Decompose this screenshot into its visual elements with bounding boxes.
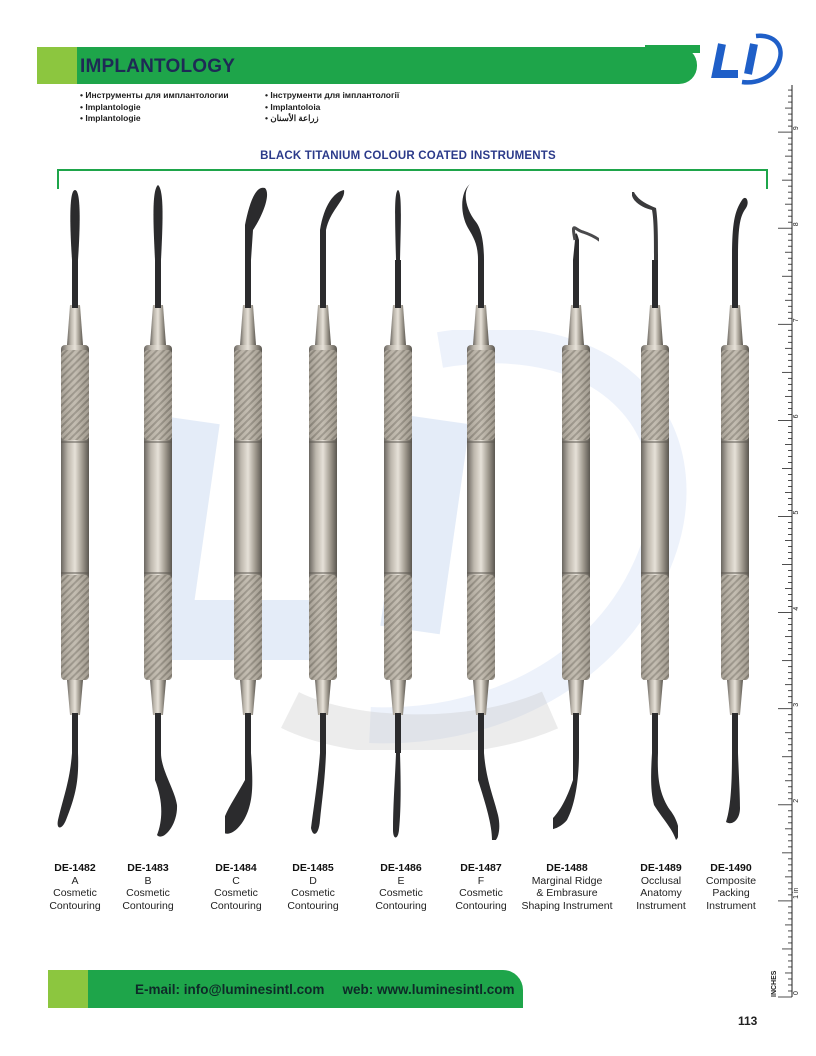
item-desc-3: Contouring xyxy=(49,899,101,912)
item-code: DE-1490 xyxy=(710,862,752,874)
ruler-tick-label: 5 xyxy=(793,510,800,515)
page-number: 113 xyxy=(738,1014,758,1028)
footer-web-link[interactable]: web: www.luminesintl.com xyxy=(342,982,515,997)
instrument-de-1486 xyxy=(375,180,421,840)
item-desc-3: Contouring xyxy=(210,899,262,912)
instrument-de-1484 xyxy=(225,180,271,840)
ruler-tick-label: 7 xyxy=(793,318,800,323)
item-code: DE-1483 xyxy=(127,862,169,874)
item-desc-3: Contouring xyxy=(375,899,427,912)
item-desc-1: F xyxy=(477,874,485,887)
instrument-de-1487 xyxy=(458,180,504,840)
item-desc-1: D xyxy=(309,874,317,887)
item-desc-2: Cosmetic xyxy=(379,887,423,899)
item-code: DE-1482 xyxy=(54,862,96,874)
ruler-tick-label: 3 xyxy=(793,702,800,707)
inch-ruler xyxy=(770,85,800,1005)
item-code: DE-1485 xyxy=(292,862,334,874)
item-desc-3: Contouring xyxy=(287,899,339,912)
item-code: DE-1489 xyxy=(640,862,682,874)
item-desc-3: Instrument xyxy=(636,899,686,912)
item-desc-2: Cosmetic xyxy=(291,887,335,899)
section-title: BLACK TITANIUM COLOUR COATED INSTRUMENTS xyxy=(260,150,556,162)
item-code: DE-1486 xyxy=(380,862,422,874)
item-desc-3: Instrument xyxy=(706,899,756,912)
instrument-de-1483 xyxy=(135,180,181,840)
translation-russian: • Инструменты для имплантологии xyxy=(80,90,229,102)
header-accent-block xyxy=(37,47,77,84)
item-desc-2: Cosmetic xyxy=(126,887,170,899)
ruler-unit-label: INCHES xyxy=(771,970,778,997)
item-desc-1: A xyxy=(71,874,79,887)
item-desc-1: E xyxy=(397,874,405,887)
ruler-ticks xyxy=(778,90,800,997)
instrument-de-1490 xyxy=(712,180,758,840)
instrument-de-1488 xyxy=(553,180,599,840)
ruler-tick-label: 0 xyxy=(793,991,800,995)
item-desc-2: & Embrasure xyxy=(536,887,598,899)
footer-contact xyxy=(135,982,514,997)
translation-ukrainian: • Інструменти для імплантології xyxy=(265,90,399,102)
translation-german: • Implantologie xyxy=(80,102,229,114)
item-desc-2: Anatomy xyxy=(640,887,682,899)
translation-french: • Implantologie xyxy=(80,113,229,125)
ruler-tick-label: 9 xyxy=(793,126,800,131)
footer-email-link[interactable]: E-mail: info@luminesintl.com xyxy=(135,982,325,997)
item-code: DE-1487 xyxy=(460,862,502,874)
item-desc-3: Contouring xyxy=(122,899,174,912)
brand-logo-icon xyxy=(708,30,783,88)
header-accent-line xyxy=(645,45,700,53)
footer-accent-block xyxy=(48,970,88,1008)
instrument-de-1489 xyxy=(632,180,678,840)
item-desc-1: C xyxy=(232,874,240,887)
item-desc-1: Composite xyxy=(705,874,757,887)
page-title: IMPLANTOLOGY xyxy=(80,56,236,77)
translation-arabic: • زراعة الأسنان xyxy=(265,113,399,125)
ruler-tick-label: 8 xyxy=(793,222,800,227)
item-desc-2: Cosmetic xyxy=(459,887,503,899)
translations-right xyxy=(265,90,399,125)
item-code: DE-1488 xyxy=(546,862,588,874)
item-desc-3: Shaping Instrument xyxy=(521,899,613,912)
item-desc-2: Packing xyxy=(712,887,750,899)
instrument-de-1482 xyxy=(52,180,98,840)
item-desc-1: Marginal Ridge xyxy=(531,874,603,887)
instrument-de-1485 xyxy=(300,180,346,840)
ruler-tick-label: 4 xyxy=(793,606,800,611)
item-desc-2: Cosmetic xyxy=(53,887,97,899)
translations-left xyxy=(80,90,229,125)
item-desc-1: B xyxy=(144,874,152,887)
item-desc-3: Contouring xyxy=(455,899,507,912)
translation-spanish: • Implantoloia xyxy=(265,102,399,114)
item-desc-1: Occlusal xyxy=(640,874,682,887)
item-desc-2: Cosmetic xyxy=(214,887,258,899)
ruler-tick-label: 2 xyxy=(793,798,800,803)
ruler-tick-label: 6 xyxy=(793,414,800,419)
item-code: DE-1484 xyxy=(215,862,257,874)
ruler-tick-label: 1 in xyxy=(793,887,800,899)
